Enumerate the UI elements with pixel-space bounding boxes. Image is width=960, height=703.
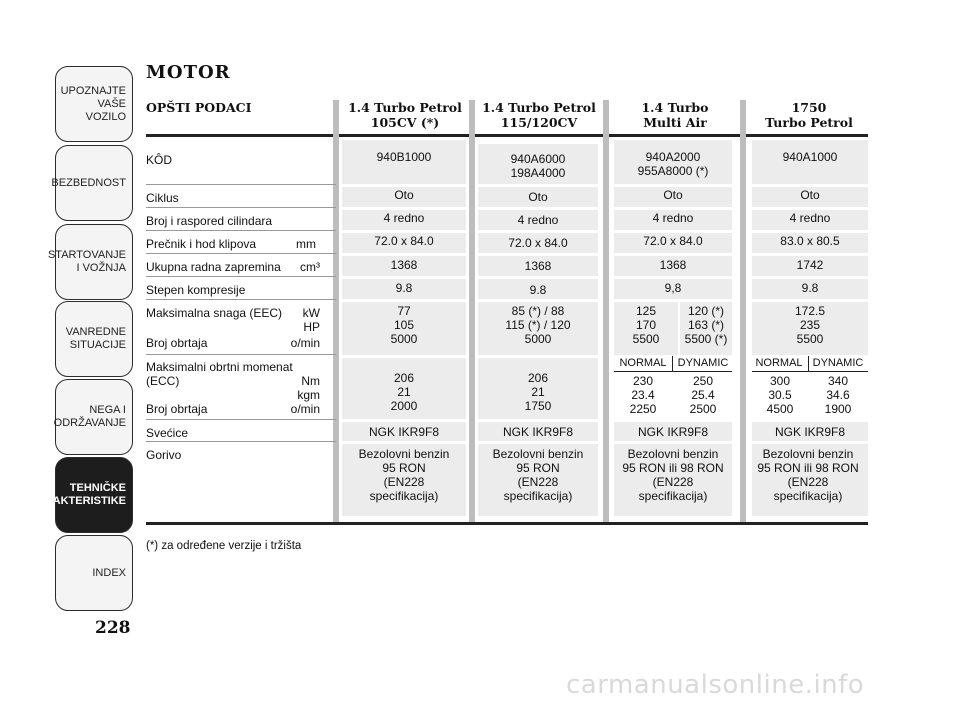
c4-moment-b: 340 34.6 1900 [824, 374, 852, 416]
c3-kod: 940A2000 955A8000 (*) [637, 150, 709, 178]
c1-cilindri: 4 redno [383, 211, 425, 225]
sidebar-tab-startovanje[interactable]: STARTOVANJE I VOŽNJA [55, 224, 133, 300]
c4-ciklus: Oto [800, 188, 820, 202]
unit-zapremina: cm³ [300, 260, 320, 274]
c4-cilindri: 4 redno [789, 211, 831, 225]
c3-svecice: NGK IKR9F8 [637, 425, 709, 439]
c2-kompresija: 9.8 [529, 283, 547, 297]
label-precnik: Prečnik i hod klipova [146, 237, 257, 251]
c2-snaga: 85 (*) / 88 115 (*) / 120 5000 [505, 304, 571, 346]
header-col1: 1.4 Turbo Petrol 105CV (*) [348, 100, 462, 130]
c3-zapremina: 1368 [659, 258, 687, 272]
page-number: 228 [95, 618, 131, 638]
c2-ciklus: Oto [528, 190, 548, 204]
table-top-rule [146, 134, 868, 137]
column-separator [469, 100, 475, 522]
column-separator [603, 100, 609, 522]
c3-mode-divider [672, 356, 673, 371]
header-general: OPŠTI PODACI [146, 100, 252, 115]
c2-zapremina: 1368 [524, 259, 552, 273]
header-col2: 1.4 Turbo Petrol 115/120CV [482, 100, 596, 130]
column-separator [740, 100, 746, 522]
c4-mode-dynamic: DYNAMIC [812, 357, 864, 369]
label-kompresija: Stepen kompresije [146, 283, 246, 297]
c3-moment-a: 230 23.4 2250 [629, 374, 657, 416]
row-line [146, 230, 336, 231]
label-svecice: Svećice [146, 426, 189, 440]
c3-gorivo: Bezolovni benzin 95 RON ili 98 RON (EN228 specifikacija) [622, 447, 724, 503]
sidebar-tab-bezbednost[interactable]: BEZBEDNOST [55, 145, 133, 221]
c2-moment: 206 21 1750 [524, 371, 552, 413]
label-kod: KÔD [146, 153, 173, 167]
column-separator [333, 100, 339, 522]
unit-moment: Nm kgm [297, 374, 320, 402]
unit-obrtaja-snaga: o/min [290, 336, 320, 350]
c2-kod: 940A6000 198A4000 [510, 152, 566, 180]
unit-snaga: kW HP [302, 306, 320, 334]
c3-ciklus: Oto [663, 188, 683, 202]
c3-mode-underline [614, 371, 732, 372]
row-line [146, 207, 336, 208]
c1-snaga: 77 105 5000 [390, 304, 418, 346]
label-obrtaja-moment: Broj obrtaja [146, 402, 208, 416]
label-zapremina: Ukupna radna zapremina [146, 260, 281, 274]
label-ciklus: Ciklus [146, 191, 179, 205]
c4-kompresija: 9.8 [801, 281, 819, 295]
c3-snaga-b: 120 (*) 163 (*) 5500 (*) [684, 304, 728, 346]
c4-mode-normal: NORMAL [755, 357, 803, 369]
c2-precnik: 72.0 x 84.0 [508, 236, 568, 250]
sidebar-tab-tehnicke[interactable]: TEHNIČKE KARAKTERISTIKE [55, 457, 133, 533]
table-bottom-rule [146, 522, 868, 525]
c1-kompresija: 9.8 [395, 281, 413, 295]
c4-mode-divider [808, 356, 809, 371]
row-line [146, 184, 336, 185]
c4-gorivo: Bezolovni benzin 95 RON ili 98 RON (EN228 specifikacija) [757, 447, 859, 503]
c1-ciklus: Oto [394, 188, 414, 202]
unit-obrtaja-moment: o/min [290, 402, 320, 416]
label-moment: Maksimalni obrtni momenat [146, 360, 293, 374]
c3-mode-normal: NORMAL [619, 357, 667, 369]
sidebar-tab-upoznajte[interactable]: UPOZNAJTE VAŠE VOZILO [55, 66, 133, 142]
c4-snaga: 172.5 235 5500 [794, 304, 826, 346]
c2-cilindri: 4 redno [517, 213, 559, 227]
c1-svecice: NGK IKR9F8 [368, 425, 440, 439]
label-snaga: Maksimalna snaga (EEC) [146, 306, 283, 320]
row-line [146, 299, 336, 300]
c3-kompresija: 9,8 [664, 281, 682, 295]
c3-mode-dynamic: DYNAMIC [677, 357, 729, 369]
c1-gorivo: Bezolovni benzin 95 RON (EN228 specifikacija) [358, 447, 450, 503]
sidebar-tab-index[interactable]: INDEX [55, 535, 133, 611]
c3-moment-b: 250 25.4 2500 [689, 374, 717, 416]
label-gorivo: Gorivo [146, 448, 182, 462]
c4-kod: 940A1000 [782, 150, 838, 164]
c4-moment-a: 300 30.5 4500 [766, 374, 794, 416]
c3-precnik: 72.0 x 84.0 [643, 234, 703, 248]
row-line [146, 253, 336, 254]
row-line [146, 276, 336, 277]
page-title: MOTOR [146, 62, 231, 83]
c3-cilindri: 4 redno [652, 211, 694, 225]
header-col3: 1.4 Turbo Multi Air [641, 100, 709, 130]
label-obrtaja-snaga: Broj obrtaja [146, 336, 208, 350]
c1-moment: 206 21 2000 [390, 371, 418, 413]
c3-snaga-a: 125 170 5500 [632, 304, 660, 346]
label-cilindri: Broj i raspored cilindara [146, 214, 273, 228]
c1-kod: 940B1000 [376, 150, 432, 164]
row-line [146, 419, 336, 420]
c4-precnik: 83.0 x 80.5 [780, 234, 840, 248]
watermark: carmanualsonline.info [566, 670, 865, 700]
c1-zapremina: 1368 [390, 258, 418, 272]
c2-gorivo: Bezolovni benzin 95 RON (EN228 specifikacija) [492, 447, 584, 503]
label-moment-ecc: (ECC) [146, 374, 180, 388]
c2-svecice: NGK IKR9F8 [502, 425, 574, 439]
c4-mode-underline [752, 371, 868, 372]
footnote: (*) za određene verzije i tržišta [146, 540, 302, 552]
c1-precnik: 72.0 x 84.0 [374, 234, 434, 248]
unit-precnik: mm [296, 237, 316, 251]
c4-svecice: NGK IKR9F8 [774, 425, 846, 439]
sidebar-tab-vanredne[interactable]: VANREDNE SITUACIJE [55, 301, 133, 377]
row-line [146, 441, 336, 442]
sidebar-tab-nega[interactable]: NEGA I ODRŽAVANJE [55, 379, 133, 455]
c4-zapremina: 1742 [796, 258, 824, 272]
header-col4: 1750 Turbo Petrol [765, 100, 853, 130]
row-line [146, 354, 336, 355]
